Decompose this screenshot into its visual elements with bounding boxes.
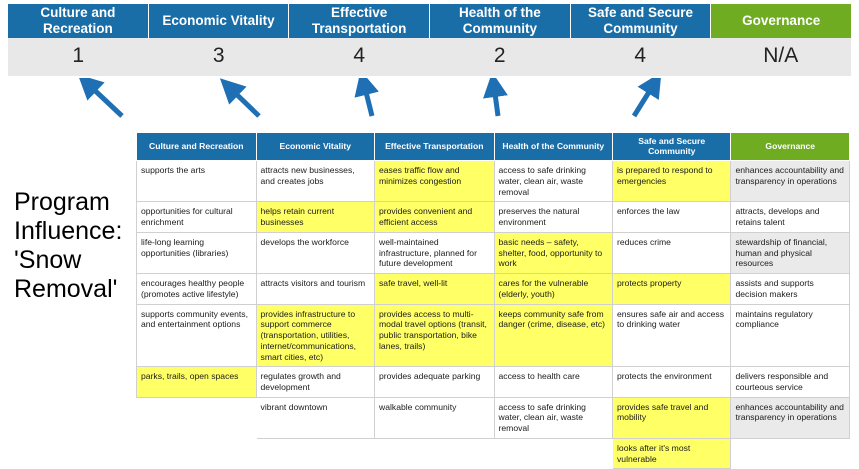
matrix-cell: keeps community safe from danger (crime, disease, etc) xyxy=(494,304,612,367)
matrix-row xyxy=(137,367,850,397)
matrix-cell: safe travel, well-lit xyxy=(375,274,495,304)
score-effective-transportation: 4 xyxy=(353,44,366,67)
matrix-header-safe-and-secure-community: Safe and Secure Community xyxy=(613,133,731,161)
matrix-cell: vibrant downtown xyxy=(256,397,374,438)
arrow-effective-transportation xyxy=(364,84,372,116)
matrix-cell: preserves the natural environment xyxy=(494,202,612,232)
score-culture-and-recreation: 1 xyxy=(72,44,85,67)
matrix-cell: access to safe drinking water, clean air, waste removal xyxy=(494,161,612,202)
matrix-cell: basic needs – safety, shelter, food, opportunity to work xyxy=(494,232,612,273)
matrix-cell: encourages healthy people (promotes active lifestyle) xyxy=(137,274,257,304)
scorecard-score-row xyxy=(8,38,851,76)
matrix-cell: ensures safe air and access to drinking water xyxy=(613,304,731,367)
matrix-cell: provides adequate parking xyxy=(375,367,495,397)
matrix-header-row xyxy=(137,133,850,161)
scorecard-header-health-of-the-community: Health of the Community xyxy=(430,4,571,38)
matrix-cell: provides infrastructure to support commerce (transportation, utilities, internet/communications, smart cities, etc) xyxy=(256,304,374,367)
matrix-cell: walkable community xyxy=(375,397,495,438)
scorecard-header-effective-transportation: Effective Transportation xyxy=(289,4,430,38)
matrix-header-effective-transportation: Effective Transportation xyxy=(375,133,495,161)
arrow-safe-and-secure-community xyxy=(634,84,654,116)
matrix-row xyxy=(137,438,850,468)
matrix-cell: provides convenient and efficient access xyxy=(375,202,495,232)
matrix-cell: opportunities for cultural enrichment xyxy=(137,202,257,232)
matrix-header-health-of-the-community: Health of the Community xyxy=(494,133,612,161)
matrix-cell: is prepared to respond to emergencies xyxy=(613,161,731,202)
matrix-cell: provides access to multi-modal travel options (transit, public transportation, bike lanes, trails) xyxy=(375,304,495,367)
arrow-culture-and-recreation xyxy=(88,84,122,116)
matrix-cell: enhances accountability and transparency in operations xyxy=(731,397,850,438)
matrix-cell: access to safe drinking water, clean air, waste removal xyxy=(494,397,612,438)
scorecard-header-safe-and-secure-community: Safe and Secure Community xyxy=(571,4,712,38)
matrix-row xyxy=(137,274,850,304)
matrix-cell: enforces the law xyxy=(613,202,731,232)
matrix-cell: attracts new businesses, and creates jobs xyxy=(256,161,374,202)
matrix-cell: enhances accountability and transparency in operations xyxy=(731,161,850,202)
matrix-cell: delivers responsible and courteous service xyxy=(731,367,850,397)
matrix-cell: supports the arts xyxy=(137,161,257,202)
matrix-cell: well-maintained infrastructure, planned for future development xyxy=(375,232,495,273)
matrix-cell: looks after it's most vulnerable xyxy=(613,438,731,468)
scorecard-header-economic-vitality: Economic Vitality xyxy=(149,4,290,38)
matrix-cell: assists and supports decision makers xyxy=(731,274,850,304)
matrix-cell xyxy=(137,397,257,438)
scorecard-band xyxy=(8,4,851,76)
matrix-cell: helps retain current businesses xyxy=(256,202,374,232)
matrix-cell: provides safe travel and mobility xyxy=(613,397,731,438)
matrix-row xyxy=(137,232,850,273)
matrix-header-economic-vitality: Economic Vitality xyxy=(256,133,374,161)
scorecard-header-governance: Governance xyxy=(711,4,851,38)
matrix-cell: reduces crime xyxy=(613,232,731,273)
matrix-cell: access to health care xyxy=(494,367,612,397)
score-health-of-the-community: 2 xyxy=(493,44,506,67)
matrix-cell xyxy=(494,438,612,468)
matrix-row xyxy=(137,161,850,202)
score-safe-and-secure-community: 4 xyxy=(634,44,647,67)
matrix-cell xyxy=(375,438,495,468)
matrix-header-culture-and-recreation: Culture and Recreation xyxy=(137,133,257,161)
scorecard-header-culture-and-recreation: Culture and Recreation xyxy=(8,4,149,38)
matrix-cell xyxy=(731,438,850,468)
matrix-cell: develops the workforce xyxy=(256,232,374,273)
matrix-cell: parks, trails, open spaces xyxy=(137,367,257,397)
arrow-economic-vitality xyxy=(230,88,259,116)
matrix-header-governance: Governance xyxy=(731,133,850,161)
matrix-cell: supports community events, and entertainment options xyxy=(137,304,257,367)
matrix-cell: protects the environment xyxy=(613,367,731,397)
matrix-cell: protects property xyxy=(613,274,731,304)
matrix-row xyxy=(137,397,850,438)
matrix-cell: stewardship of financial, human and physical resources xyxy=(731,232,850,273)
matrix-row xyxy=(137,304,850,367)
program-influence-caption: Program Influence: 'Snow Removal' xyxy=(14,188,123,303)
matrix-cell: life-long learning opportunities (libraries) xyxy=(137,232,257,273)
matrix-cell: cares for the vulnerable (elderly, youth) xyxy=(494,274,612,304)
score-governance: N/A xyxy=(763,44,799,67)
matrix-cell xyxy=(137,438,257,468)
score-economic-vitality: 3 xyxy=(212,44,225,67)
matrix-cell: maintains regulatory compliance xyxy=(731,304,850,367)
matrix-cell xyxy=(256,438,374,468)
community-outcomes-matrix xyxy=(136,132,850,469)
matrix-cell: eases traffic flow and minimizes congestion xyxy=(375,161,495,202)
arrow-health-of-the-community xyxy=(494,86,498,116)
arrow-group xyxy=(0,78,859,136)
matrix-cell: attracts, develops and retains talent xyxy=(731,202,850,232)
scorecard-header-row xyxy=(8,4,851,38)
matrix-row xyxy=(137,202,850,232)
matrix-cell: attracts visitors and tourism xyxy=(256,274,374,304)
matrix-cell: regulates growth and development xyxy=(256,367,374,397)
